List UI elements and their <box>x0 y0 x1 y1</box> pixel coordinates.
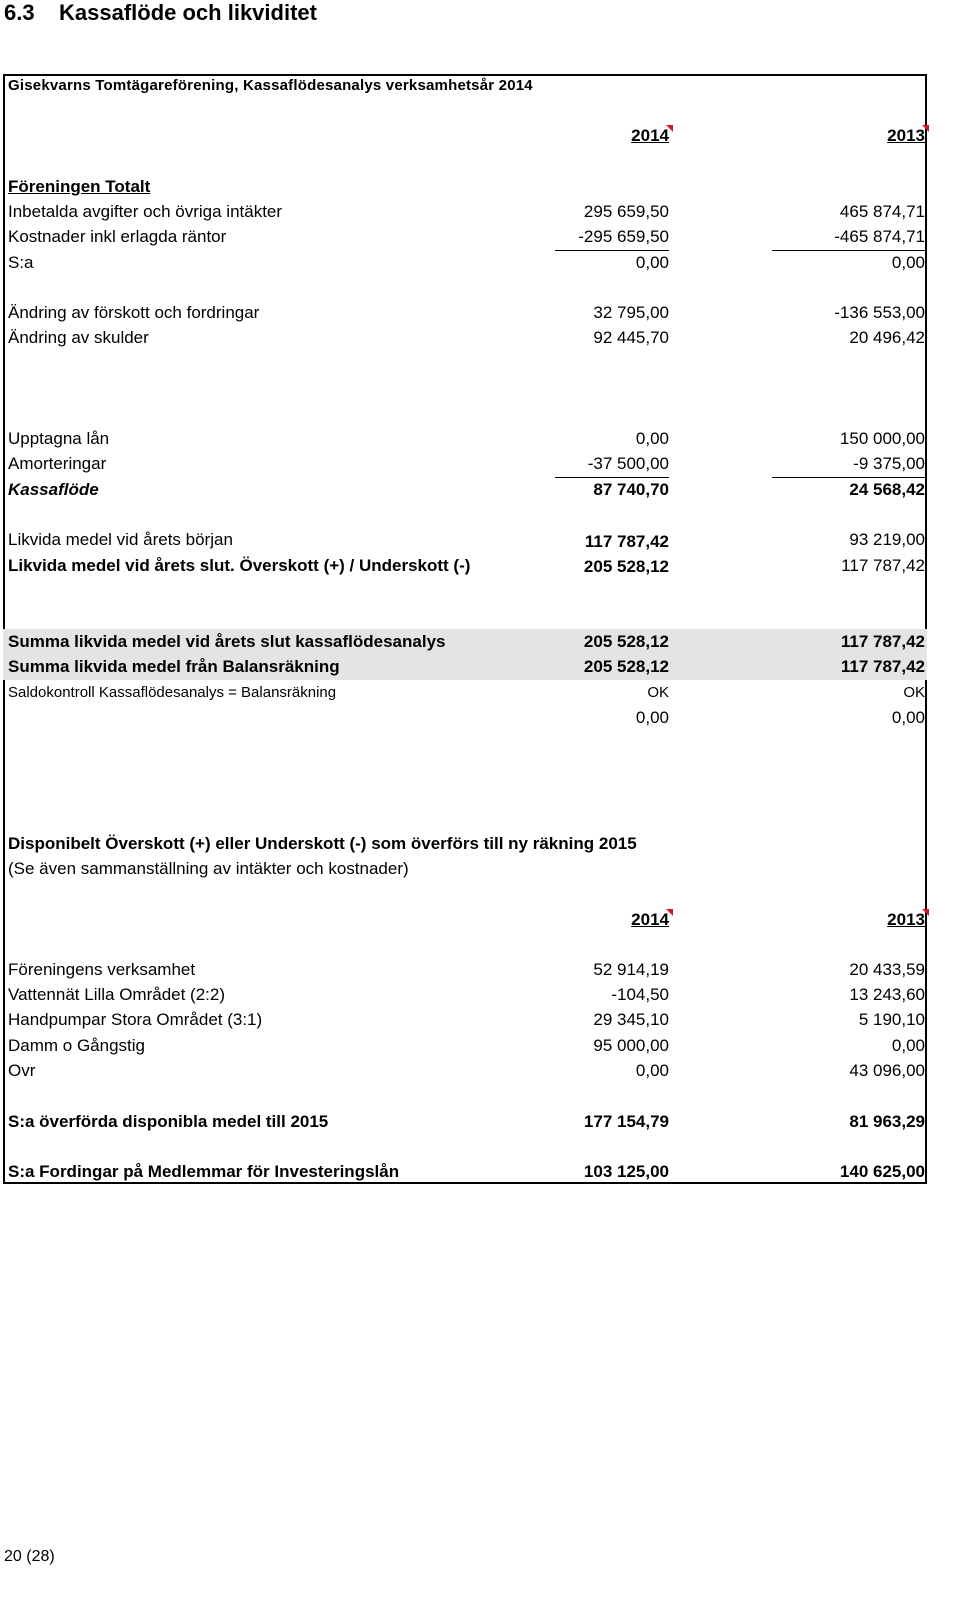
value-2013: 20 496,42 <box>849 328 925 347</box>
row-label: Handpumpar Stora Området (3:1) <box>8 1010 263 1029</box>
value-2014: 117 787,42 <box>584 532 669 551</box>
value-2014: 205 528,12 <box>583 632 669 651</box>
section-number: 6.3 <box>4 0 35 25</box>
value-2014: 92 445,70 <box>593 328 669 347</box>
total-available-row <box>3 1109 927 1135</box>
value-2014: 32 795,00 <box>593 303 669 322</box>
year-2013-header: 2013 <box>887 910 925 929</box>
row-label: Likvida medel vid årets början <box>8 530 233 549</box>
row-label: Saldokontroll Kassaflödesanalys = Balansräkning <box>8 684 337 701</box>
value-2014: 29 345,10 <box>593 1010 669 1029</box>
year-2013-header: 2013 <box>887 126 925 145</box>
table-row <box>3 224 927 250</box>
value-2013: 0,00 <box>891 1036 925 1055</box>
page-number: 20 (28) <box>4 1548 55 1565</box>
part2-heading-row <box>3 831 927 857</box>
value-2014: -37 500,00 <box>587 454 669 473</box>
value-2014: 0,00 <box>635 1061 669 1080</box>
value-2014: 103 125,00 <box>583 1162 669 1181</box>
table-row <box>3 527 927 553</box>
section-title <box>4 0 317 26</box>
year-2014-header: 2014 <box>631 910 669 929</box>
value-2013: 0,00 <box>891 708 925 727</box>
summary-row <box>3 629 927 655</box>
value-2014: 0,00 <box>635 429 669 448</box>
value-2013: 43 096,00 <box>849 1061 925 1080</box>
table-row <box>3 300 927 326</box>
year-2014-header: 2014 <box>631 126 669 145</box>
row-label: Summa likvida medel vid årets slut kassaflödesanalys <box>8 632 446 651</box>
row-label: Inbetalda avgifter och övriga intäkter <box>8 202 283 221</box>
summary-row <box>3 680 927 706</box>
year-header-row <box>3 123 927 149</box>
value-2014: 177 154,79 <box>583 1112 669 1131</box>
value-2014: 52 914,19 <box>593 960 669 979</box>
row-label: Ändring av förskott och fordringar <box>8 303 260 322</box>
row-label: S:a Fordingar på Medlemmar för Investeringslån <box>8 1162 400 1181</box>
value-2014: 205 528,12 <box>583 557 669 576</box>
row-label: Ändring av skulder <box>8 328 149 347</box>
row-label: Kostnader inkl erlagda räntor <box>8 227 227 246</box>
table-row <box>3 250 927 276</box>
table-row <box>3 1007 927 1033</box>
section-heading: Kassaflöde och likviditet <box>59 0 317 25</box>
summary-row <box>3 654 927 680</box>
table-row <box>3 426 927 452</box>
table-row <box>3 1033 927 1059</box>
value-2014: 95 000,00 <box>593 1036 669 1055</box>
row-label: Likvida medel vid årets slut. Överskott (+) / Underskott (-) <box>8 556 471 575</box>
table-row-cashflow <box>3 477 927 503</box>
value-2013: -9 375,00 <box>853 454 925 473</box>
part1-heading: Föreningen Totalt <box>8 177 151 196</box>
value-2014: -104,50 <box>611 985 669 1004</box>
year-header-row <box>3 907 927 933</box>
row-label: Damm o Gångstig <box>8 1036 145 1055</box>
table-row <box>3 957 927 983</box>
value-2013: 117 787,42 <box>840 657 925 676</box>
value-2014: 295 659,50 <box>583 202 669 221</box>
table-row <box>3 553 927 579</box>
part2-subheading-row <box>3 856 927 882</box>
value-2014: 0,00 <box>635 708 669 727</box>
value-2014: -295 659,50 <box>578 227 669 246</box>
value-2013: 93 219,00 <box>849 530 925 549</box>
table-row <box>3 451 927 477</box>
value-2013: 13 243,60 <box>849 985 925 1004</box>
table-title-row <box>3 73 927 99</box>
table-row <box>3 982 927 1008</box>
comment-marker-icon <box>666 909 673 916</box>
value-2013: OK <box>903 684 925 701</box>
row-label: Ovr <box>8 1061 36 1080</box>
table-row <box>3 1058 927 1084</box>
value-2013: 117 787,42 <box>840 632 925 651</box>
value-2014: 0,00 <box>635 253 669 272</box>
summary-row <box>3 705 927 731</box>
value-2013: 81 963,29 <box>849 1112 925 1131</box>
row-label: S:a överförda disponibla medel till 2015 <box>8 1112 329 1131</box>
value-2013: 150 000,00 <box>839 429 925 448</box>
row-label: S:a <box>8 253 34 272</box>
value-2013: 5 190,10 <box>858 1010 925 1029</box>
comment-marker-icon <box>922 909 929 916</box>
value-2013: 24 568,42 <box>849 480 925 499</box>
table-row <box>3 325 927 351</box>
value-2013: -136 553,00 <box>834 303 925 322</box>
part1-heading-row <box>3 174 927 200</box>
row-label: Upptagna lån <box>8 429 110 448</box>
table-row <box>3 199 927 225</box>
table-title: Gisekvarns Tomtägareförening, Kassaflödesanalys verksamhetsår 2014 <box>8 77 533 94</box>
value-2013: -465 874,71 <box>834 227 925 246</box>
total-receivables-row <box>3 1159 927 1185</box>
row-label: Kassaflöde <box>8 480 99 499</box>
value-2013: 0,00 <box>891 253 925 272</box>
value-2014: 87 740,70 <box>593 480 669 499</box>
value-2013: 465 874,71 <box>839 202 925 221</box>
row-label: Amorteringar <box>8 454 107 473</box>
value-2013: 140 625,00 <box>839 1162 925 1181</box>
row-label: Vattennät Lilla Området (2:2) <box>8 985 226 1004</box>
comment-marker-icon <box>922 125 929 132</box>
comment-marker-icon <box>666 125 673 132</box>
value-2014: OK <box>647 684 669 701</box>
part2-subheading: (Se även sammanställning av intäkter och kostnader) <box>8 859 409 878</box>
part2-heading: Disponibelt Överskott (+) eller Underskott (-) som överförs till ny räkning 2015 <box>8 834 637 853</box>
value-2014: 205 528,12 <box>583 657 669 676</box>
value-2013: 117 787,42 <box>841 556 925 575</box>
row-label: Föreningens verksamhet <box>8 960 196 979</box>
value-2013: 20 433,59 <box>849 960 925 979</box>
row-label: Summa likvida medel från Balansräkning <box>8 657 340 676</box>
